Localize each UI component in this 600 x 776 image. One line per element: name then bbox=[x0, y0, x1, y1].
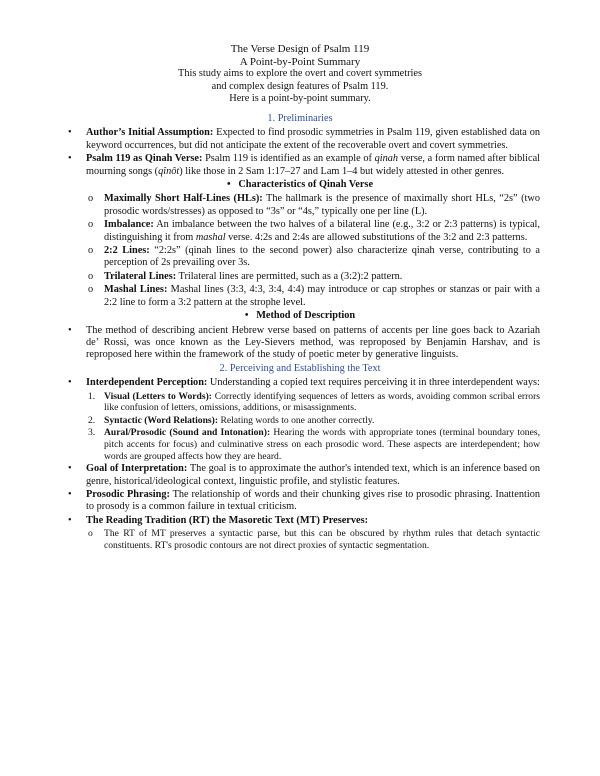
bullet-icon: • bbox=[226, 179, 231, 191]
sub-item-text: The hallmark is the presence of maximally short HLs, “2s” (two prosodic words/stresses) as opposed to “3s” or “4s,” typically one per line (L). bbox=[104, 193, 540, 217]
bullet-icon: • bbox=[244, 310, 249, 322]
circle-bullet-icon: o bbox=[88, 270, 94, 282]
bullet-icon: • bbox=[68, 153, 72, 165]
sub-item-mashal-lines bbox=[60, 284, 540, 309]
sub-item-label: Maximally Short Half-Lines (HLs): bbox=[104, 193, 263, 205]
subheading-text: Characteristics of Qinah Verse bbox=[238, 179, 374, 191]
circle-bullet-icon: o bbox=[88, 528, 93, 540]
bullet-text: Psalm 119 is identified as an example of bbox=[202, 153, 375, 165]
numbered-text: Hearing the words with appropriate tones (terminal boundary tones, pitch accents for focus) and culminative stress on each prosodic word. These aspects are interdependent; how words are grouped affects how they are heard. bbox=[104, 427, 540, 462]
bullet-item-interdependent bbox=[60, 377, 540, 389]
sub-item-text: Trilateral lines are permitted, such as a (3:2):2 pattern. bbox=[176, 270, 403, 282]
bullet-item-initial-assumption bbox=[60, 127, 540, 152]
sub-item-label: Mashal Lines: bbox=[104, 284, 168, 296]
bullet-item-reading-tradition bbox=[60, 515, 540, 527]
bullet-label: Psalm 119 as Qinah Verse: bbox=[86, 153, 203, 165]
intro-line-1: This study aims to explore the overt and covert symmetries bbox=[178, 68, 422, 80]
bullet-icon: • bbox=[68, 127, 72, 139]
bullet-label: Interdependent Perception: bbox=[86, 377, 208, 389]
bullet-item-qinah-verse bbox=[60, 153, 540, 178]
sub-item-short-half-lines bbox=[60, 193, 540, 218]
document-subtitle: A Point-by-Point Summary bbox=[239, 55, 361, 68]
bullet-text: Expected to find prosodic symmetries in Psalm 119, given established data on keyword occurrences, but did not anticipate the extent of the recoverable overt and covert symmetries. bbox=[86, 127, 541, 151]
numbered-label: Visual (Letters to Words): bbox=[104, 390, 212, 402]
bullet-item-prosodic-phrasing bbox=[60, 489, 540, 514]
bullet-label: Author’s Initial Assumption: bbox=[86, 127, 214, 139]
bullet-icon: • bbox=[68, 514, 72, 526]
sub-item-text: An imbalance between the two halves of a bilateral line (e.g., 3:2 or 2:3 patterns) is typical, distinguishing it from bbox=[104, 219, 540, 243]
bullet-label: Prosodic Phrasing: bbox=[86, 488, 170, 500]
sub-item-2-2-lines bbox=[60, 245, 540, 270]
circle-bullet-icon: o bbox=[88, 193, 94, 205]
italic-term-qinot: qînôt bbox=[158, 165, 180, 177]
bullet-text: The method of describing ancient Hebrew verse based on patterns of accents per line goes back to Azariah de’ Rossi, was once known as the Ley-Sievers method, was reproposed by Benjamin Harshav, and is reproposed here within the framework of the study of poetic meter by generative linguists. bbox=[86, 324, 540, 361]
circle-bullet-icon: o bbox=[88, 219, 94, 231]
numbered-item-visual bbox=[60, 391, 540, 414]
bullet-icon: • bbox=[68, 488, 72, 500]
bullet-text: ) like those in 2 Sam 1:17–27 and Lam 1–4 but widely attested in other genres. bbox=[179, 165, 505, 177]
bullet-icon: • bbox=[68, 377, 72, 389]
number-marker: 2. bbox=[88, 414, 96, 426]
bullet-label: Goal of Interpretation: bbox=[86, 463, 188, 475]
sub-item-text: The RT of MT preserves a syntactic parse, but this can be obscured by rhythm rules that detach syntactic constituents. RT's prosodic contours are not direct proxies of syntactic segmentation. bbox=[104, 528, 540, 551]
numbered-item-syntactic bbox=[60, 415, 540, 427]
sub-item-text: “2:2s” (qinah lines to the second power) also characterize qinah verse, contributing to a perception of 2s prevailing over 3s. bbox=[104, 245, 541, 269]
section-heading-preliminaries: 1. Preliminaries bbox=[267, 113, 333, 124]
document-body bbox=[60, 112, 540, 552]
document-title: The Verse Design of Psalm 119 bbox=[230, 43, 370, 55]
document-header bbox=[60, 43, 540, 106]
intro-line-3: Here is a point-by-point summary. bbox=[229, 93, 371, 105]
sub-item-label: 2:2 Lines: bbox=[104, 245, 150, 257]
bullet-icon: • bbox=[68, 324, 72, 336]
numbered-text: Correctly identifying sequences of letters as words, avoiding common scribal errors like confusion of letters, omissions, additions, or misassignments. bbox=[104, 390, 540, 414]
numbered-label: Syntactic (Word Relations): bbox=[104, 414, 219, 426]
bullet-text: verse, a form named after biblical mourning songs ( bbox=[86, 153, 540, 177]
subheading-characteristics bbox=[60, 179, 540, 191]
number-marker: 1. bbox=[88, 390, 96, 402]
numbered-item-aural bbox=[60, 427, 540, 462]
circle-bullet-icon: o bbox=[88, 245, 94, 257]
intro-line-2: and complex design features of Psalm 119. bbox=[211, 80, 389, 92]
section-heading-perceiving: 2. Perceiving and Establishing the Text bbox=[219, 362, 381, 374]
circle-bullet-icon: o bbox=[88, 284, 94, 296]
sub-item-text: Mashal lines (3:3, 4:3, 3:4, 4:4) may introduce or cap strophes or stanzas or pair with a 2:2 line to form a 3:2 pattern at the strophe level. bbox=[104, 284, 540, 308]
bullet-item-method bbox=[60, 325, 540, 362]
bullet-item-goal bbox=[60, 463, 540, 488]
sub-item-text: verse. 4:2s and 2:4s are allowed substitutions of the 3:2 and 2:3 patterns. bbox=[225, 231, 528, 243]
sub-item-trilateral-lines bbox=[60, 271, 540, 283]
numbered-label: Aural/Prosodic (Sound and Intonation): bbox=[104, 427, 271, 439]
italic-term-qinah: qinah bbox=[374, 153, 399, 165]
subheading-method bbox=[60, 310, 540, 322]
bullet-text: Understanding a copied text requires perceiving it in three interdependent ways: bbox=[207, 377, 540, 389]
sub-item-imbalance bbox=[60, 219, 540, 244]
sub-item-label: Imbalance: bbox=[104, 219, 154, 231]
bullet-label: The Reading Tradition (RT) the Masoretic Text (MT) Preserves: bbox=[86, 514, 369, 526]
numbered-text: Relating words to one another correctly. bbox=[218, 414, 375, 426]
bullet-icon: • bbox=[68, 463, 72, 475]
number-marker: 3. bbox=[88, 427, 96, 439]
subheading-text: Method of Description bbox=[256, 310, 356, 322]
sub-item-label: Trilateral Lines: bbox=[104, 270, 177, 282]
sub-item-rt-of-mt bbox=[60, 528, 540, 551]
bullet-text: The goal is to approximate the author's intended text, which is an inference based on genre, historical/ideological context, linguistic profile, and stylistic features. bbox=[86, 463, 540, 487]
bullet-text: The relationship of words and their chunking gives rise to prosodic phrasing. Inattention to prosody is a common failure in textual criticism. bbox=[86, 488, 540, 513]
italic-term-mashal: mashal bbox=[195, 231, 226, 243]
